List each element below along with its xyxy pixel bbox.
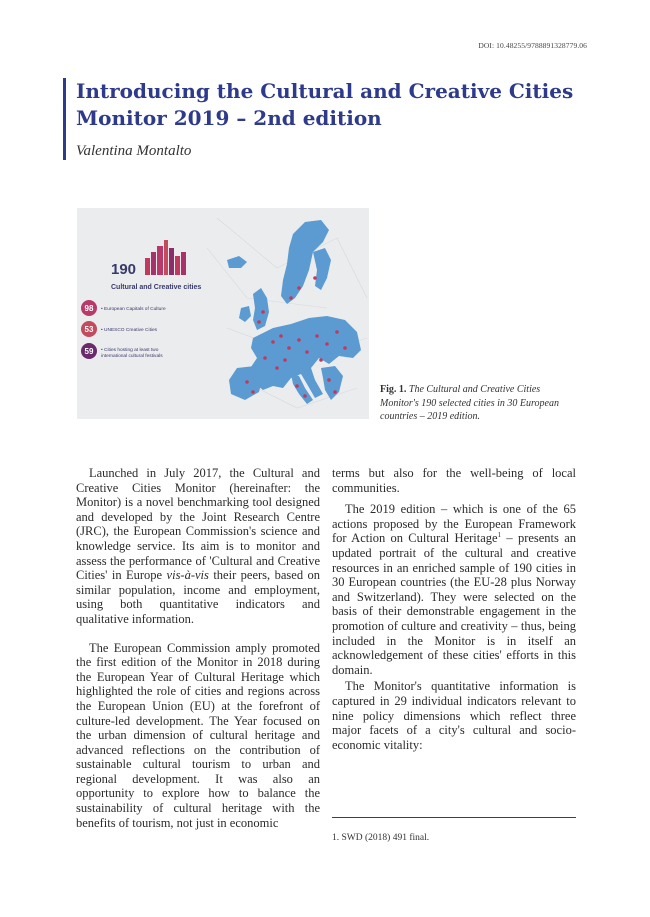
footnote-1: 1. SWD (2018) 491 final.: [332, 833, 430, 843]
body-column-left: [76, 466, 320, 830]
caption-label: Fig. 1.: [380, 384, 407, 395]
legend-label-2: • UNESCO Creative Cities: [101, 328, 158, 333]
figure-heading: Cultural and Creative cities: [111, 284, 202, 291]
footnote-ref-1: 1: [497, 531, 502, 540]
doi-reference: DOI: 10.48255/9788891328779.06: [478, 41, 587, 50]
europe-map-illustration: [77, 208, 369, 419]
legend-label-3-line1: • Cities hosting at least two: [101, 348, 159, 353]
right-p1-text-a: The 2019 edition – which is one of the 65 actions proposed by the European Framework for Action on Cultural Heritage: [332, 502, 576, 546]
body-column-right: [332, 466, 576, 752]
left-p1-emphasis: vis-à-vis: [166, 568, 209, 583]
legend-num-3: 59: [84, 347, 94, 356]
author-name: Valentina Montalto: [76, 143, 192, 159]
figure-count: 190: [111, 261, 137, 278]
legend-num-2: 53: [84, 325, 94, 334]
right-paragraph-1: [332, 502, 576, 677]
paper-title: Introducing the Cultural and Creative Cities Monitor 2019 – 2nd edition: [76, 79, 574, 130]
figure-caption: [380, 383, 580, 424]
right-p1-text-b: – presents an updated portrait of the cultural and creative resources in an enriched sample of 190 cities in 30 European countries (the EU-28 plus Norway and Switzerland). They were selected on the basis of their demonstrable engagement in the promotion of culture and creativity – thus, being included in the Monitor is in itself an acknowledgement of these cities' efforts in this domain.: [332, 531, 576, 677]
title-accent-bar: [63, 78, 66, 160]
figure-map: [77, 208, 369, 419]
left-paragraph-2: The European Commission amply promoted the first edition of the Monitor in 2018 during the European Year of Cultural Heritage which highlighted the role of cities and regions across the European Union (EU) at the forefront of culture-led development. The Year focused on the urban dimension of cultural heritage and advanced reflections on the contribution of sustainable cultural tourism to urban and regional development. It was also an opportunity to explore how to balance the sustainability of cultural heritage with the benefits of tourism, not just in economic: [76, 640, 320, 830]
right-paragraph-0: terms but also for the well-being of local communities.: [332, 466, 576, 495]
legend-label-3-line2: international cultural festivals: [101, 354, 163, 359]
caption-text: The Cultural and Creative Cities Monitor's 190 selected cities in 30 European countries – 2019 edition.: [380, 384, 559, 422]
legend-num-1: 98: [84, 304, 94, 313]
legend-label-1: • European Capitals of Culture: [101, 307, 166, 312]
left-p1-text-a: Launched in July 2017, the Cultural and Creative Cities Monitor (hereinafter: the Monitor) is a novel benchmarking tool designed and developed by the Joint Research Centre (JRC), the European Commission's science and knowledge service. Its aim is to monitor and assess the performance of 'Cultural and Creative Cities' in Europe: [76, 466, 320, 583]
left-paragraph-1: [76, 466, 320, 627]
right-paragraph-2: The Monitor's quantitative information is captured in 29 individual indicators relevant to nine policy dimensions which reflect three major facets of a city's cultural and socio-economic vitality:: [332, 679, 576, 752]
left-p1-text-b: their peers, based on similar population, income and employment, using both quantitative indicators and qualitative information.: [76, 568, 320, 626]
footnote-rule: [332, 817, 576, 818]
